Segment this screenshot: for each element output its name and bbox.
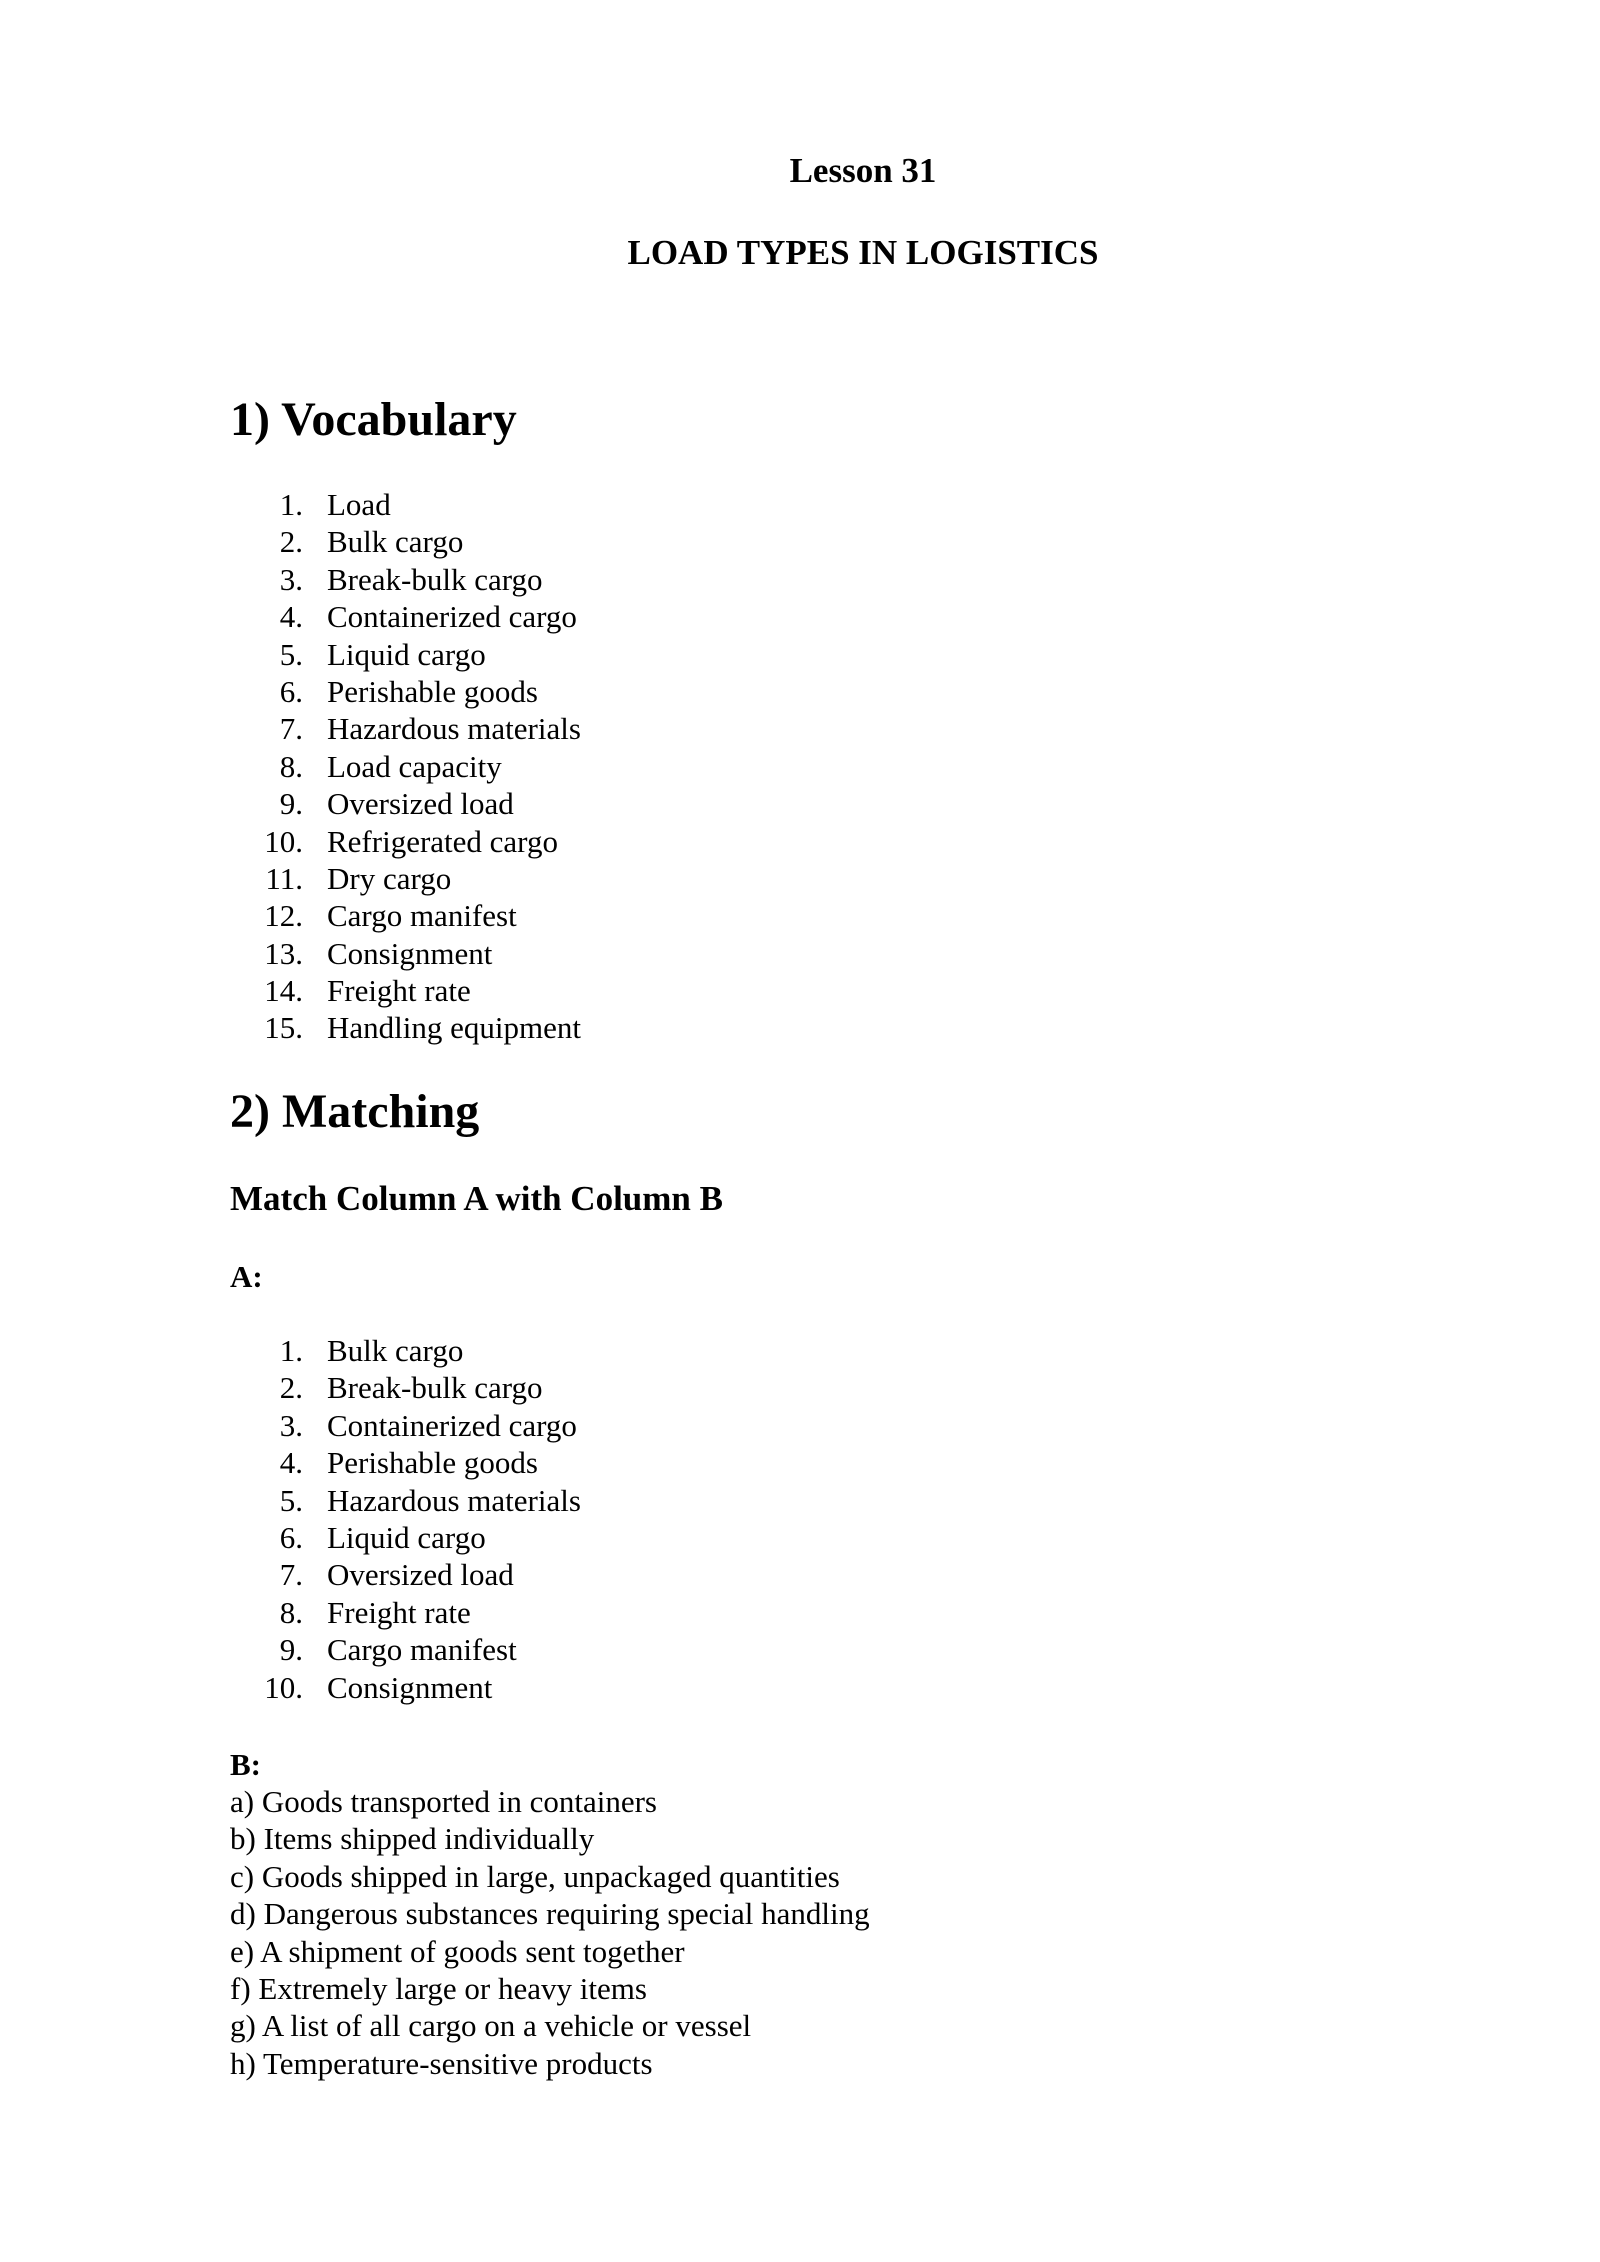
vocabulary-item-number: 12. (264, 898, 303, 934)
column-a-item-text: Hazardous materials (327, 1482, 581, 1518)
column-a-item-number: 10. (264, 1669, 303, 1705)
column-a-label: A: (230, 1259, 263, 1294)
column-b-label: B: (230, 1747, 261, 1782)
column-a-item-text: Bulk cargo (327, 1333, 464, 1368)
column-a-item-text: Freight rate (327, 1594, 471, 1630)
column-a-item-number: 5. (279, 1482, 303, 1518)
vocabulary-item-number: 7. (279, 711, 303, 747)
vocabulary-item-number: 9. (279, 786, 303, 822)
vocabulary-item-text: Perishable goods (327, 673, 538, 709)
lesson-number: Lesson 31 (789, 151, 937, 190)
vocabulary-item-text: Load capacity (327, 748, 502, 784)
column-a-item-text: Consignment (327, 1669, 493, 1705)
vocabulary-heading: 1) Vocabulary (230, 393, 517, 446)
column-a-item-number: 7. (279, 1557, 303, 1593)
vocabulary-item-number: 6. (279, 673, 303, 709)
column-b-item: a) Goods transported in containers (230, 1784, 657, 1819)
vocabulary-item-text: Liquid cargo (327, 636, 486, 672)
column-a-item-text: Oversized load (327, 1557, 514, 1593)
column-b-item: h) Temperature-sensitive products (230, 2045, 653, 2081)
vocabulary-item-number: 3. (279, 561, 303, 597)
column-a-item-number: 4. (279, 1445, 303, 1481)
column-b-list (230, 1783, 870, 2082)
column-a-item-text: Perishable goods (327, 1445, 538, 1481)
column-a-item-number: 3. (279, 1407, 303, 1443)
vocabulary-item-number: 15. (264, 1010, 303, 1046)
column-a-item-number: 6. (279, 1519, 303, 1555)
vocabulary-item-text: Containerized cargo (327, 599, 577, 635)
column-a-item-number: 8. (279, 1594, 303, 1630)
vocabulary-item-number: 11. (265, 860, 303, 896)
vocabulary-item-number: 10. (264, 823, 303, 859)
column-a-item-number: 9. (279, 1632, 303, 1668)
vocabulary-item-text: Consignment (327, 935, 493, 971)
column-a-item-text: Cargo manifest (327, 1632, 517, 1668)
vocabulary-item-text: Bulk cargo (327, 524, 464, 560)
column-a-item-text: Liquid cargo (327, 1519, 486, 1555)
vocabulary-item-text: Dry cargo (327, 860, 452, 896)
column-b-item: b) Items shipped individually (230, 1821, 595, 1857)
column-a-item-number: 2. (279, 1370, 303, 1406)
column-a-item-number: 1. (279, 1333, 303, 1368)
vocabulary-item-text: Load (327, 487, 391, 522)
vocabulary-item-text: Handling equipment (327, 1010, 581, 1046)
vocabulary-item-text: Oversized load (327, 786, 514, 822)
matching-instruction: Match Column A with Column B (230, 1179, 723, 1218)
vocabulary-item-text: Cargo manifest (327, 898, 517, 934)
column-b-item: f) Extremely large or heavy items (230, 1970, 647, 2006)
vocabulary-item-text: Freight rate (327, 973, 471, 1009)
vocabulary-item-number: 14. (264, 973, 303, 1009)
vocabulary-item-text: Break-bulk cargo (327, 561, 543, 597)
column-b-item: g) A list of all cargo on a vehicle or vessel (230, 2008, 752, 2044)
document-title: LOAD TYPES IN LOGISTICS (627, 233, 1099, 272)
column-b-item: c) Goods shipped in large, unpackaged quantities (230, 1858, 840, 1894)
column-b-item: e) A shipment of goods sent together (230, 1933, 685, 1969)
column-b-item: d) Dangerous substances requiring special handling (230, 1896, 870, 1932)
column-a-item-text: Containerized cargo (327, 1407, 577, 1443)
column-a-item-text: Break-bulk cargo (327, 1370, 543, 1406)
matching-heading: 2) Matching (230, 1085, 480, 1138)
vocabulary-item-number: 2. (279, 524, 303, 560)
vocabulary-item-number: 5. (279, 636, 303, 672)
vocabulary-item-number: 13. (264, 935, 303, 971)
vocabulary-item-number: 4. (279, 599, 303, 635)
vocabulary-item-text: Refrigerated cargo (327, 823, 558, 859)
vocabulary-item-number: 8. (279, 748, 303, 784)
vocabulary-item-number: 1. (279, 487, 303, 522)
vocabulary-item-text: Hazardous materials (327, 711, 581, 747)
